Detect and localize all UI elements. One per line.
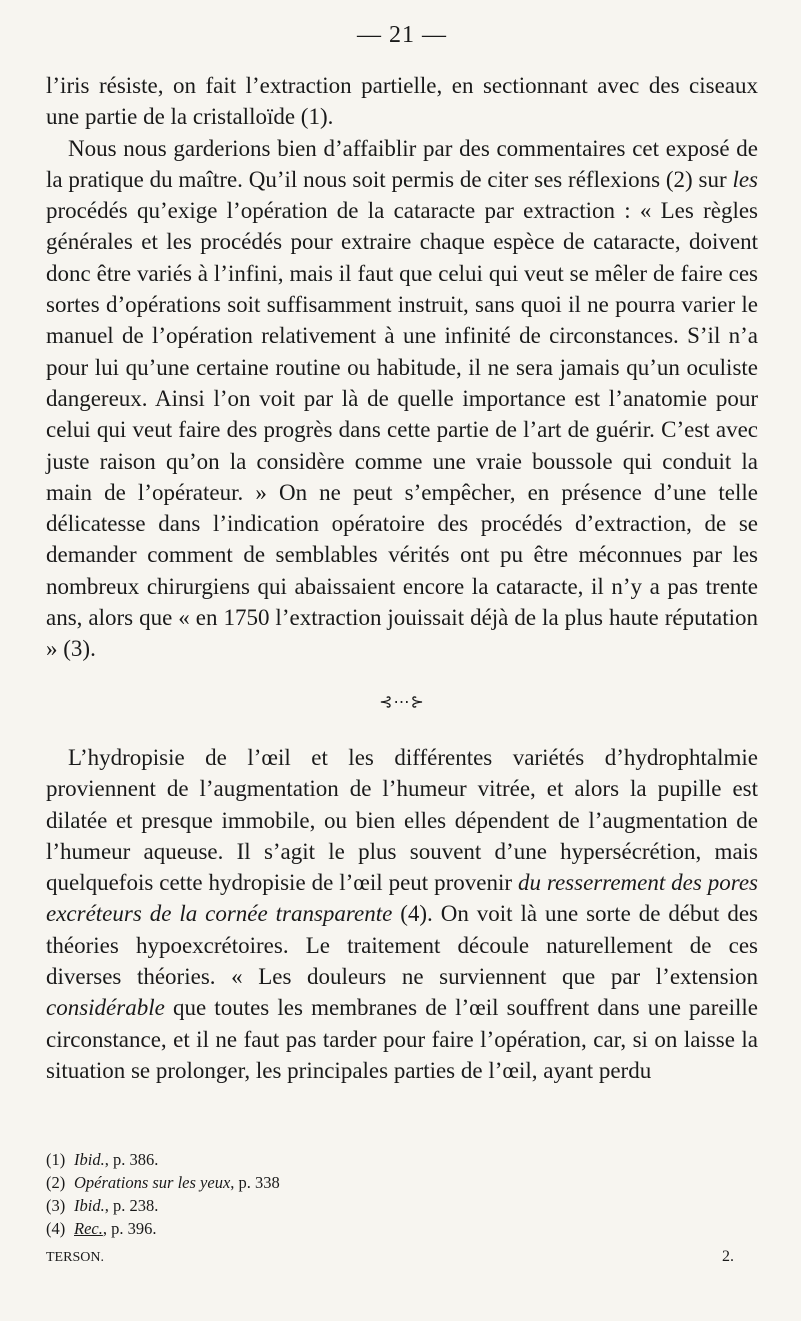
page — [46, 0, 758, 1321]
signature-sheet-number: 2. — [722, 1248, 734, 1265]
footnote-rest: , p. 386. — [104, 1150, 159, 1169]
paragraph-2-italic-1: les — [732, 166, 758, 192]
paragraph-3-part-1: L’hydropisie de l’œil et les différentes variétés d’hydrophtalmie proviennent de l’augmentation de l’humeur vitrée, et alors la pupille est dilatée et presque immobile, ou bien elles dépendent de l’augmentation de l’humeur aqueuse. Il s’agit le plus souvent d’une hypersécrétion, mais quelquefois cette hydropisie de l’œil peut provenir — [46, 744, 758, 896]
footnote-2 — [46, 1171, 758, 1194]
footnote-ref: Ibid. — [74, 1150, 105, 1169]
footnote-1 — [46, 1148, 758, 1171]
footnote-4 — [46, 1217, 758, 1240]
paragraph-3-italic-1: du resserrement des pores excréteurs de la cornée transparente — [46, 870, 758, 927]
paragraph-3-part-3: que toutes les membranes de l’œil souffrent dans une pareille circonstance, et il ne faut pas tarder pour faire l’opération, car, si on laisse la situation se prolonger, les principales parties de l’œil, ayant perdu — [46, 995, 758, 1083]
signature-author: TERSON. — [46, 1250, 104, 1265]
footnote-ref: Opérations sur les yeux — [74, 1173, 231, 1192]
footnote-number: (2) — [46, 1173, 66, 1192]
footnotes — [46, 1148, 758, 1240]
footnote-ref: Rec. — [74, 1219, 103, 1238]
paragraph-2-part-2: procédés qu’exige l’opération de la cataracte par extraction : « Les règles générales et les procédés pour extraire chaque espèce de cataracte, doivent donc être variés à l’infini, mais il faut que celui qui veut se mêler de faire ces sortes d’opérations soit suffisamment instruit, sans quoi il ne pourra varier le manuel de l’opération relativement à une infinité de circonstances. S’il n’a pour lui qu’une certaine routine ou habitude, il ne sera jamais qu’un oculiste dangereux. Ainsi l’on voit par là de quelle importance est l’anatomie pour celui qui veut faire des progrès dans cette partie de l’art de guérir. C’est avec juste raison qu’on la considère comme une vraie boussole qui conduit la main de l’opérateur. » On ne peut s’empêcher, en présence d’une telle délicatesse dans l’indication opératoire des procédés d’extraction, de se demander comment de semblables vérités ont pu être méconnues par les nombreux chirurgiens qui abaissaient encore la cataracte, il n’y a pas trente ans, alors que « en 1750 l’extraction jouissait déjà de la plus haute réputation » (3). — [46, 198, 758, 662]
paragraph-3-italic-2: considérable — [46, 995, 165, 1021]
paragraph-2-part-1: Nous nous garderions bien d’affaiblir par des commentaires cet exposé de la pratique du maître. Qu’il nous soit permis de citer ses réflexions (2) sur — [46, 135, 758, 192]
paragraph-2 — [46, 133, 758, 665]
paragraph-1 — [46, 70, 758, 133]
signature-line — [46, 1250, 758, 1266]
footnote-number: (1) — [46, 1150, 66, 1169]
paragraph-1-text: l’iris résiste, on fait l’extraction partielle, en sectionnant avec des ciseaux une partie de la cristalloïde (1). — [46, 73, 758, 130]
footnote-number: (3) — [46, 1196, 66, 1215]
footnote-rest: , p. 238. — [104, 1196, 159, 1215]
footnote-rest: , p. 338 — [230, 1173, 280, 1192]
paragraph-3-part-2: (4). On voit là une sorte de début des théories hypoexcrétoires. Le traitement découle naturellement de ces diverses théories. « Les douleurs ne surviennent que par l’extension — [46, 901, 759, 990]
body-text — [46, 70, 758, 1086]
footnote-number: (4) — [46, 1219, 66, 1238]
footnote-rest: , p. 396. — [102, 1219, 157, 1238]
section-ornament: ⊰⋯⊱ — [379, 693, 425, 711]
page-number-header: — 21 — — [357, 22, 447, 48]
footnote-3 — [46, 1194, 758, 1217]
footnote-ref: Ibid. — [74, 1196, 105, 1215]
paragraph-3 — [46, 742, 758, 1086]
